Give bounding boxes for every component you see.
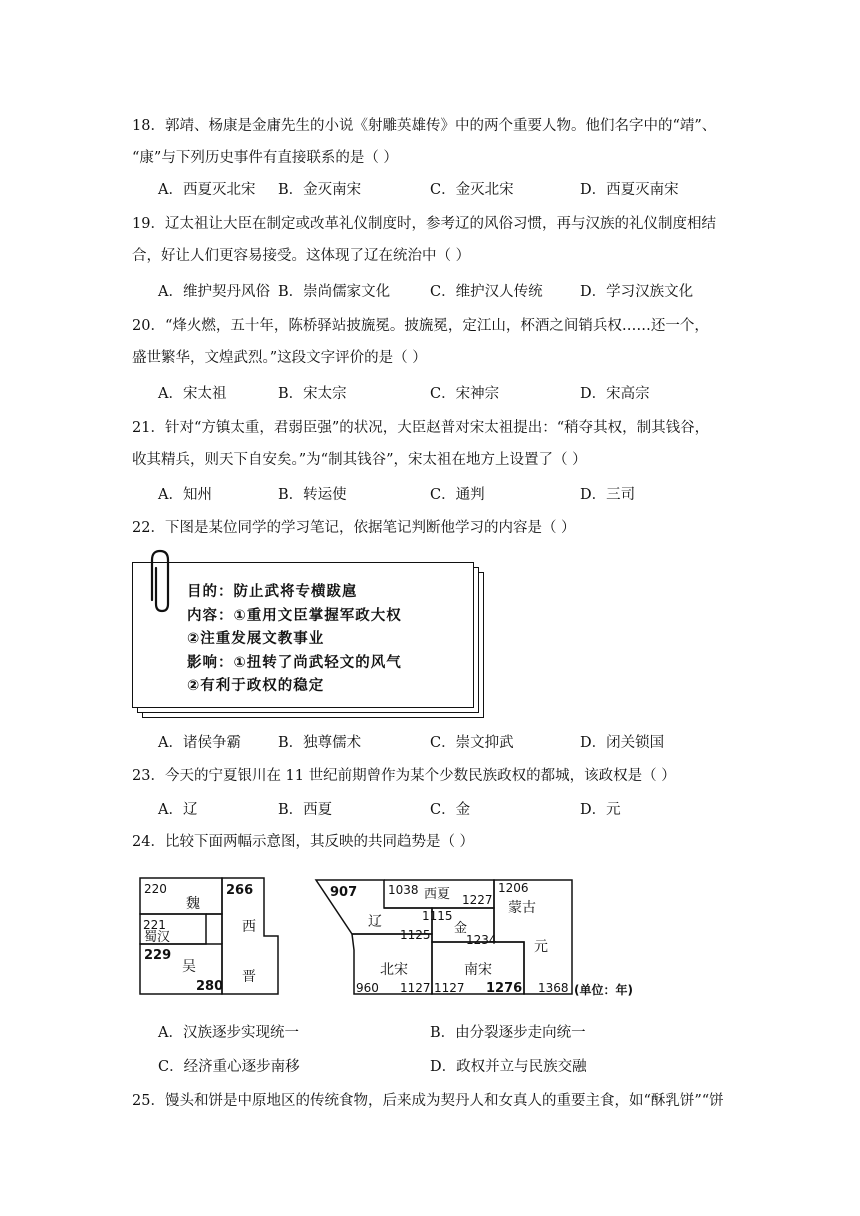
q19-option-d[interactable]: D．学习汉族文化 [580,284,694,300]
map1-label-xi: 西 [242,919,256,935]
map2-year-1206: 1206 [498,881,529,895]
map2-label-liao: 辽 [368,914,382,930]
q19-option-a[interactable]: A．维护契丹风俗 [158,284,270,300]
note-text [187,581,402,699]
q23-option-c[interactable]: C．金 [430,802,471,818]
q18-stem-line2: “康”与下列历史事件有直接联系的是（ ） [132,150,398,166]
map1-year-221: 221 [143,918,166,932]
map2-label-beisong: 北宋 [380,962,408,978]
map2-region-yuan [494,880,572,994]
q22-stem: 22．下图是某位同学的学习笔记，依据笔记判断他学习的内容是（ ） [132,520,576,536]
q22-option-a[interactable]: A．诸侯争霸 [158,735,241,751]
q20-stem-line1: 20．“烽火燃，五十年，陈桥驿站披旒冕。披旒冕，定江山，杯酒之间销兵权……还一个， [132,318,709,334]
q25-stem: 25．馒头和饼是中原地区的传统食物，后来成为契丹人和女真人的重要主食，如“酥乳饼”“饼 [132,1093,724,1109]
map2-year-907: 907 [330,885,358,900]
map1-year-280: 280 [196,979,224,994]
q23-option-a[interactable]: A．辽 [158,802,198,818]
map2-year-1038: 1038 [388,883,419,897]
map2-unit-label: (单位：年) [574,983,633,997]
study-note-figure [132,548,487,718]
q23-option-b[interactable]: B．西夏 [278,802,333,818]
q20-option-c[interactable]: C．宋神宗 [430,386,500,402]
map2-year-1127-south: 1127 [434,981,465,995]
q18-option-c[interactable]: C．金灭北宋 [430,182,514,198]
map-three-kingdoms-to-jin [138,876,288,998]
map2-label-nansong: 南宋 [464,962,492,978]
map2-year-1234: 1234 [466,933,497,947]
q20-stem-line2: 盛世繁华，文煌武烈。”这段文字评价的是（ ） [132,350,427,366]
q19-stem-line2: 合，好让人们更容易接受。这体现了辽在统治中（ ） [132,248,471,264]
map2-year-960: 960 [356,981,379,995]
map1-label-jin: 晋 [242,969,256,985]
q19-option-c[interactable]: C．维护汉人传统 [430,284,543,300]
note-front-card [132,562,474,708]
q21-option-d[interactable]: D．三司 [580,487,636,503]
q24-option-b[interactable]: B．由分裂逐步走向统一 [430,1025,586,1041]
q18-option-d[interactable]: D．西夏灭南宋 [580,182,679,198]
note-line-impact-2: ②有利于政权的稳定 [187,678,325,694]
q21-option-a[interactable]: A．知州 [158,487,212,503]
map2-year-1276: 1276 [486,981,523,996]
map1-label-wei: 魏 [186,896,200,912]
map2-label-xixia: 西夏 [424,887,451,902]
map1-label-shuhan: 蜀汉 [144,930,171,945]
map1-year-266: 266 [226,883,254,898]
q21-stem-line1: 21．针对“方镇太重，君弱臣强”的状况，大臣赵普对宋太祖提出：“稍夺其权，制其钱谷， [132,420,710,436]
q18-option-b[interactable]: B．金灭南宋 [278,182,362,198]
map2-label-jin: 金 [454,921,468,936]
q22-option-c[interactable]: C．崇文抑武 [430,735,514,751]
map2-year-1127-north: 1127 [400,981,431,995]
q19-option-b[interactable]: B．崇尚儒家文化 [278,284,391,300]
map1-label-wu: 吴 [182,959,196,975]
q22-option-b[interactable]: B．独尊儒术 [278,735,362,751]
note-line-content-1: 内容：①重用文臣掌握军政大权 [187,607,402,624]
note-line-purpose: 目的：防止武将专横跋扈 [187,584,358,600]
map2-label-mongol: 蒙古 [508,900,536,916]
q24-stem: 24．比较下面两幅示意图，其反映的共同趋势是（ ） [132,834,475,850]
q20-option-b[interactable]: B．宋太宗 [278,386,347,402]
q21-stem-line2: 收其精兵，则天下自安矣。”为“制其钱谷”，宋太祖在地方上设置了（ ） [132,452,587,468]
q19-stem-line1: 19．辽太祖让大臣在制定或改革礼仪制度时，参考辽的风俗习惯，再与汉族的礼仪制度相结 [132,216,716,232]
map-song-liao-xia-jin-to-yuan [314,876,654,1002]
note-line-content-2: ②注重发展文教事业 [187,631,325,647]
note-line-impact-1: 影响：①扭转了尚武轻文的风气 [187,654,402,671]
q23-option-d[interactable]: D．元 [580,802,621,818]
q22-option-d[interactable]: D．闭关锁国 [580,735,665,751]
map1-year-220: 220 [144,882,167,896]
q21-option-c[interactable]: C．通判 [430,487,485,503]
paperclip-icon [138,548,178,614]
q20-option-d[interactable]: D．宋高宗 [580,386,650,402]
map2-year-1368: 1368 [538,981,569,995]
map2-label-yuan: 元 [534,939,548,955]
q23-stem: 23．今天的宁夏银川在 11 世纪前期曾作为某个少数民族政权的都城，该政权是（ ） [132,768,676,784]
q21-option-b[interactable]: B．转运使 [278,487,347,503]
q20-option-a[interactable]: A．宋太祖 [158,386,227,402]
q18-option-a[interactable]: A．西夏灭北宋 [158,182,256,198]
map2-year-1115: 1115 [422,909,453,923]
map2-year-1227: 1227 [462,893,493,907]
q18-stem-line1: 18．郭靖、杨康是金庸先生的小说《射雕英雄传》中的两个重要人物。他们名字中的“靖”、 [132,118,717,134]
q24-option-c[interactable]: C．经济重心逐步南移 [158,1059,300,1075]
q24-option-d[interactable]: D．政权并立与民族交融 [430,1059,587,1075]
map1-year-229: 229 [144,948,172,963]
map2-year-1125: 1125 [400,928,431,942]
q24-option-a[interactable]: A．汉族逐步实现统一 [158,1025,299,1041]
